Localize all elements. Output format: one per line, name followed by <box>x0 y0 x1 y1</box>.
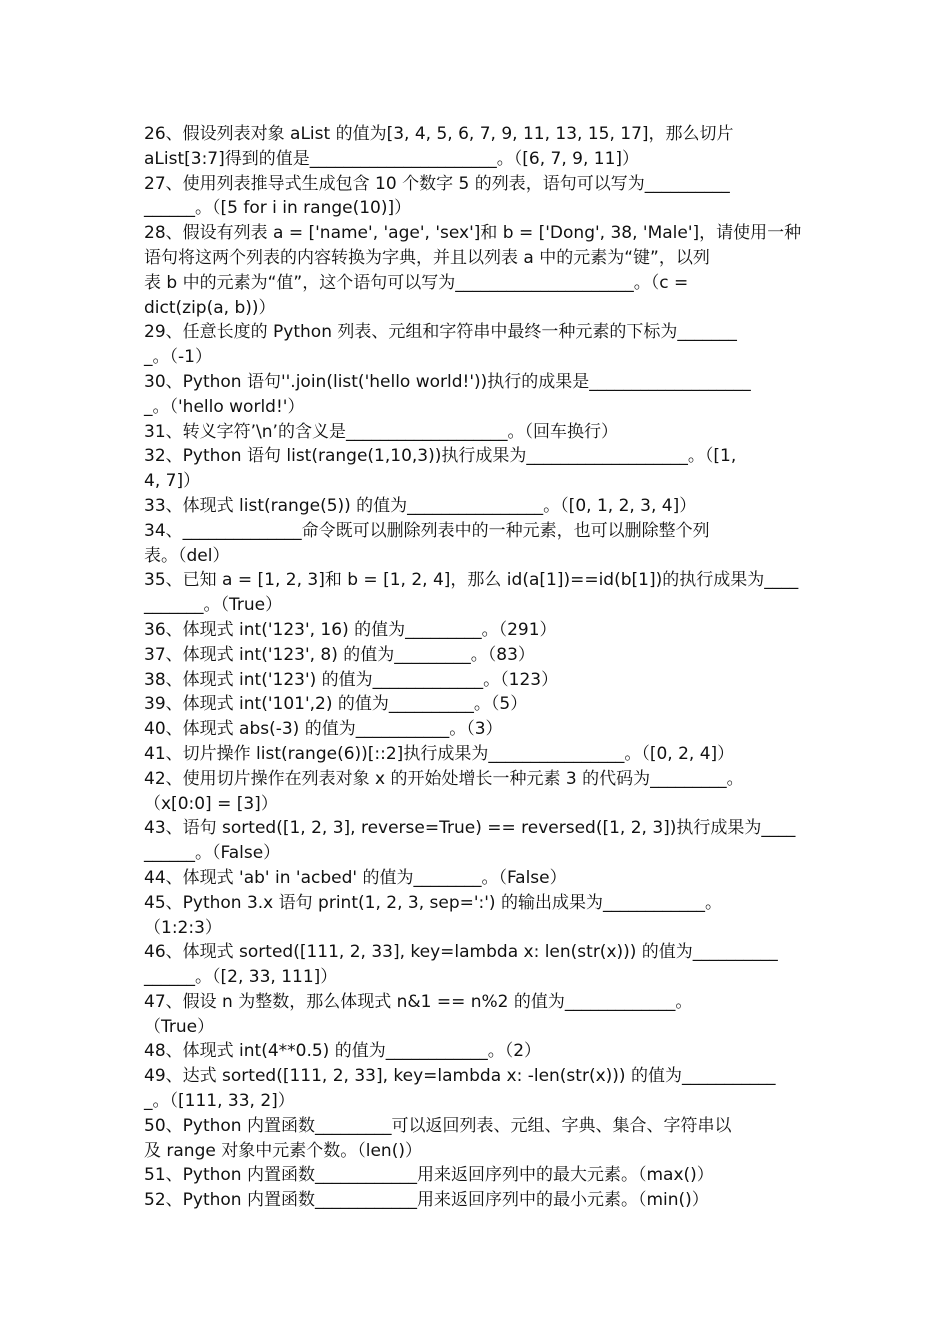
text-line-q49-a: 49、达式 sorted([111, 2, 33], key=lambda x: -len(str(x))) 的值为___________ <box>144 1066 776 1087</box>
text-line-q28-d: dict(zip(a, b))） <box>144 297 276 318</box>
text-line-q42-a: 42、使用切片操作在列表对象 x 的开始处增长一种元素 3 的代码为_________。 <box>144 768 744 789</box>
text-line-q35-a: 35、已知 a = [1, 2, 3]和 b = [1, 2, 4]，那么 id(a[1])==id(b[1])的执行成果为____ <box>144 570 799 591</box>
text-line-q36: 36、体现式 int('123', 16) 的值为_________。（291） <box>144 619 557 640</box>
document-page <box>144 122 814 1213</box>
text-line-q38: 38、体现式 int('123') 的值为_____________。（123） <box>144 669 559 690</box>
text-line-q27-a: 27、使用列表推导式生成包含 10 个数字 5 的列表，语句可以写为__________ <box>144 173 730 194</box>
text-line-q34-a: 34、______________命令既可以删除列表中的一种元素，也可以删除整个列 <box>144 520 710 541</box>
text-line-q45-a: 45、Python 3.x 语句 print(1, 2, 3, sep=':') 的输出成果为____________。 <box>144 892 722 913</box>
text-line-q37: 37、体现式 int('123', 8) 的值为_________。（83） <box>144 644 535 665</box>
text-line-q49-b: _。（[111, 33, 2]） <box>144 1091 295 1112</box>
text-line-q47-b: （True） <box>144 1016 215 1037</box>
text-line-q41: 41、切片操作 list(range(6))[::2]执行成果为________________。（[0, 2, 4]） <box>144 743 735 764</box>
text-line-q45-b: （1:2:3） <box>144 917 222 938</box>
text-line-q29-b: _。（-1） <box>144 347 212 368</box>
text-line-q42-b: （x[0:0] = [3]） <box>144 793 278 814</box>
text-line-q44: 44、体现式 'ab' in 'acbed' 的值为________。（False） <box>144 867 567 888</box>
text-line-q50-a: 50、Python 内置函数_________可以返回列表、元组、字典、集合、字符串以 <box>144 1115 732 1136</box>
text-line-q46-a: 46、体现式 sorted([111, 2, 33], key=lambda x: len(str(x))) 的值为__________ <box>144 942 778 963</box>
text-line-q43-a: 43、语句 sorted([1, 2, 3], reverse=True) == reversed([1, 2, 3])执行成果为____ <box>144 818 796 839</box>
text-line-q30-b: _。（'hello world!'） <box>144 396 305 417</box>
text-line-q28-c: 表 b 中的元素为“值”，这个语句可以写为_____________________。（c = <box>144 272 689 293</box>
text-line-q48: 48、体现式 int(4**0.5) 的值为____________。（2） <box>144 1041 542 1062</box>
text-line-q27-b: ______。（[5 for i in range(10)]） <box>144 198 412 219</box>
text-line-q47-a: 47、假设 n 为整数，那么体现式 n&1 == n%2 的值为_____________。 <box>144 991 693 1012</box>
text-line-q30-a: 30、Python 语句''.join(list('hello world!'))执行的成果是___________________ <box>144 371 751 392</box>
text-line-q39: 39、体现式 int('101',2) 的值为__________。（5） <box>144 694 528 715</box>
text-line-q50-b: 及 range 对象中元素个数。（len()） <box>144 1140 422 1161</box>
text-line-q31: 31、转义字符’\n’的含义是___________________。（回车换行） <box>144 421 618 442</box>
text-line-q29-a: 29、任意长度的 Python 列表、元组和字符串中最终一种元素的下标为_______ <box>144 322 737 343</box>
text-line-q32-b: 4, 7]） <box>144 471 201 492</box>
text-line-q32-a: 32、Python 语句 list(range(1,10,3))执行成果为___________________。（[1, <box>144 446 737 467</box>
text-line-q46-b: ______。（[2, 33, 111]） <box>144 967 338 988</box>
text-line-q26-b: aList[3:7]得到的值是______________________。（[6, 7, 9, 11]） <box>144 148 640 169</box>
text-line-q26-a: 26、假设列表对象 aList 的值为[3, 4, 5, 6, 7, 9, 11, 13, 15, 17]，那么切片 <box>144 124 734 144</box>
text-line-q52: 52、Python 内置函数____________用来返回序列中的最小元素。（min()） <box>144 1190 709 1211</box>
text-line-q33: 33、体现式 list(range(5)) 的值为________________。（[0, 1, 2, 3, 4]） <box>144 495 697 516</box>
text-line-q28-a: 28、假设有列表 a = ['name', 'age', 'sex']和 b = ['Dong', 38, 'Male']，请使用一种 <box>144 223 802 244</box>
text-line-q35-b: _______。（True） <box>144 595 283 616</box>
text-line-q43-b: ______。（False） <box>144 843 281 864</box>
text-line-q51: 51、Python 内置函数____________用来返回序列中的最大元素。（max()） <box>144 1165 714 1186</box>
text-line-q40: 40、体现式 abs(-3) 的值为___________。（3） <box>144 719 503 740</box>
text-line-q34-b: 表。（del） <box>144 545 230 566</box>
text-line-q28-b: 语句将这两个列表的内容转换为字典，并且以列表 a 中的元素为“键”，以列 <box>144 247 710 268</box>
